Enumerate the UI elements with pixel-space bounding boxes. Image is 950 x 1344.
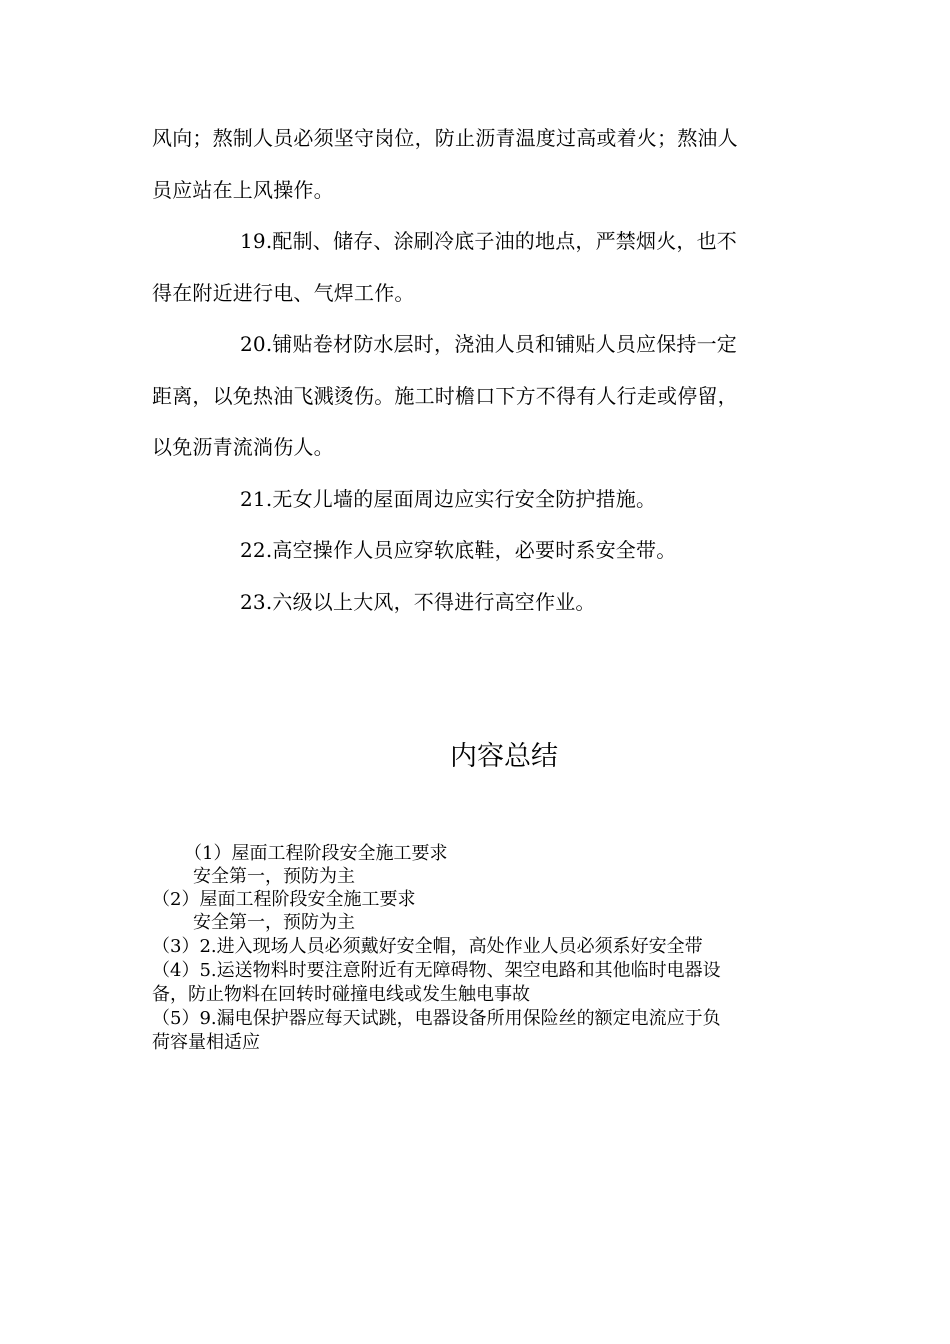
body-item-19: 19.配制、储存、涂刷冷底子油的地点，严禁烟火，也不 xyxy=(240,229,738,253)
body-item-21: 21.无女儿墙的屋面周边应实行安全防护措施。 xyxy=(240,487,657,511)
summary-item-continued: 备，防止物料在回转时碰撞电线或发生触电事故 xyxy=(152,984,530,1005)
summary-title: 内容总结 xyxy=(450,741,558,772)
body-item-23: 23.六级以上大风，不得进行高空作业。 xyxy=(240,590,596,614)
summary-item: （1）屋面工程阶段安全施工要求 xyxy=(184,843,448,864)
body-item-20: 20.铺贴卷材防水层时，浇油人员和铺贴人员应保持一定 xyxy=(240,332,738,356)
summary-item: （4）5.运送物料时要注意附近有无障碍物、架空电路和其他临时电器设 xyxy=(152,960,721,981)
body-paragraph-line: 风向；熬制人员必须坚守岗位，防止沥青温度过高或着火；熬油人 xyxy=(152,126,738,150)
summary-item: （3）2.进入现场人员必须戴好安全帽，高处作业人员必须系好安全带 xyxy=(152,936,703,957)
body-item-22: 22.高空操作人员应穿软底鞋，必要时系安全带。 xyxy=(240,538,677,562)
summary-item: （5）9.漏电保护器应每天试跳，电器设备所用保险丝的额定电流应于负 xyxy=(152,1008,721,1029)
summary-item: （2）屋面工程阶段安全施工要求 xyxy=(152,889,416,910)
summary-item-continued: 荷容量相适应 xyxy=(152,1032,260,1053)
body-paragraph-line: 员应站在上风操作。 xyxy=(152,178,334,202)
body-paragraph-line: 距离，以免热油飞溅烫伤。施工时檐口下方不得有人行走或停留， xyxy=(152,384,738,408)
body-paragraph-line: 以免沥青流淌伤人。 xyxy=(152,435,334,459)
summary-subitem: 安全第一，预防为主 xyxy=(193,912,355,933)
summary-subitem: 安全第一，预防为主 xyxy=(193,866,355,887)
body-paragraph-line: 得在附近进行电、气焊工作。 xyxy=(152,281,415,305)
